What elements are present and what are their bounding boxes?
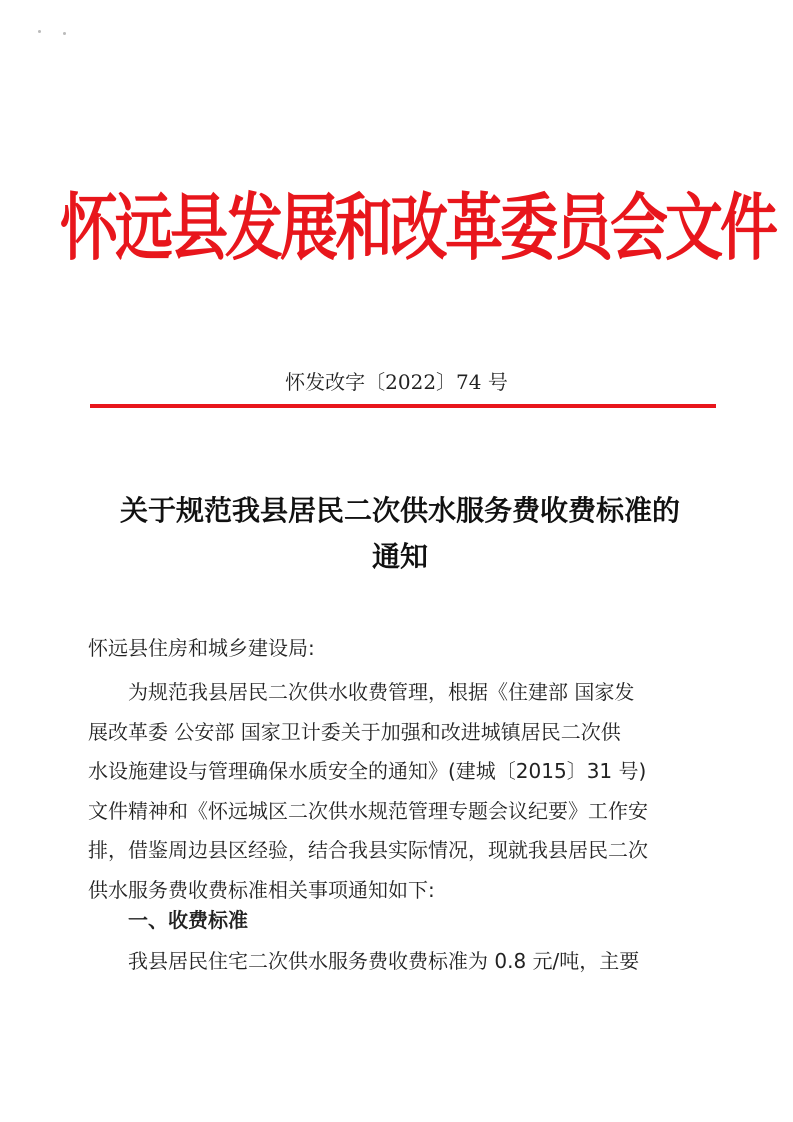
paragraph-line: 供水服务费收费标准相关事项通知如下:	[88, 877, 435, 902]
paragraph-line: 展改革委 公安部 国家卫计委关于加强和改进城镇居民二次供	[88, 719, 621, 744]
section-paragraph: 我县居民住宅二次供水服务费收费标准为 0.8 元/吨，主要	[128, 949, 640, 973]
paragraph-line: 排，借鉴周边县区经验，结合我县实际情况，现就我县居民二次	[88, 838, 648, 862]
scan-speck	[63, 32, 66, 35]
paragraph-line: 为规范我县居民二次供水收费管理，根据《住建部 国家发	[128, 680, 635, 704]
scan-speck	[38, 30, 41, 33]
notice-title-line: 关于规范我县居民二次供水服务费收费标准的	[119, 494, 680, 527]
addressee: 怀远县住房和城乡建设局:	[88, 636, 315, 660]
paragraph-line: 文件精神和《怀远城区二次供水规范管理专题会议纪要》工作安	[88, 798, 648, 823]
document-number: 怀发改字〔2022〕74 号	[285, 370, 508, 394]
issuing-authority-title: 怀远县发展和改革委员会文件	[60, 185, 776, 271]
notice-title	[80, 488, 720, 580]
notice-title-line: 通知	[371, 540, 428, 573]
paragraph-line: 水设施建设与管理确保水质安全的通知》(建城〔2015〕31 号)	[88, 759, 647, 783]
section-heading: 一、收费标准	[128, 908, 248, 932]
intro-paragraph	[88, 673, 728, 910]
red-divider-line	[90, 404, 716, 408]
